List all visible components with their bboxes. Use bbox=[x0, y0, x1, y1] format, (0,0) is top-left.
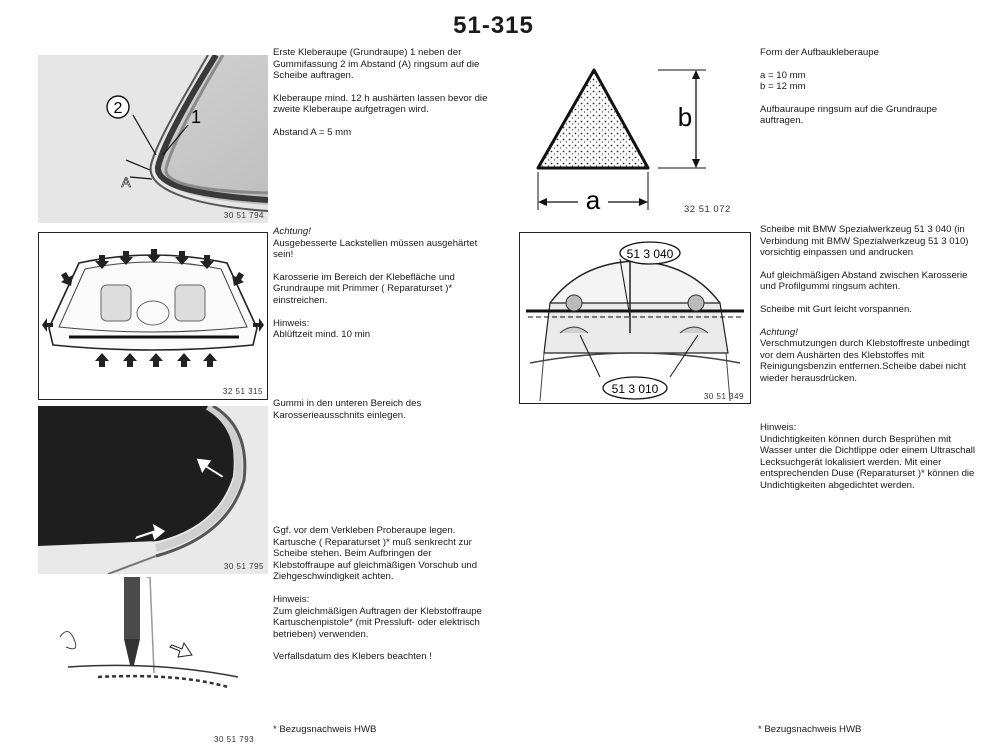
paragraph: Ggf. vor dem Verkleben Proberaupe legen. Kartusche ( Reparaturset )* muß senkrecht zur Scheibe stehen. Beim Aufbringen der Klebstoffraupe auf gleichmäßigen Vorschub und Ziehgeschwindigkeit achten. bbox=[273, 525, 478, 583]
figure-id: 32 51 072 bbox=[684, 204, 731, 215]
figure-id: 30 51 794 bbox=[223, 211, 264, 220]
label-b: b bbox=[677, 102, 693, 132]
hint-label: Hinweis: bbox=[760, 422, 797, 433]
figure-id: 30 51 349 bbox=[703, 392, 744, 401]
paragraph: Ausgebesserte Lackstellen müssen ausgehärtet sein! bbox=[273, 237, 478, 261]
window-seal-illustration bbox=[38, 55, 268, 223]
paragraph: Karosserie im Bereich der Klebefläche und Grundraupe mit Primmer ( Reparaturset )* einstreichen. bbox=[273, 271, 455, 306]
windshield-illustration bbox=[39, 233, 267, 399]
label-2: 2 bbox=[113, 100, 123, 117]
hint-label: Hinweis: bbox=[273, 593, 310, 605]
paragraph: Erste Kleberaupe (Grundraupe) 1 neben der Gummifassung 2 im Abstand (A) ringsum auf die Scheibe auftragen. bbox=[273, 47, 480, 82]
paragraph: Scheibe mit BMW Spezialwerkzeug 51 3 040 (in Verbindung mit BMW Spezialwerkzeug 51 3 010) vorsichtig einpassen und andrucken bbox=[760, 224, 969, 259]
paragraph: Gummi in den unteren Bereich des Karosserieausschnits einlegen. bbox=[273, 398, 422, 421]
figure-cartridge-photo bbox=[38, 577, 268, 747]
figure-id: 30 51 795 bbox=[223, 562, 264, 571]
rubber-insert-illustration bbox=[38, 406, 268, 574]
tool-label-513040: 51 3 040 bbox=[626, 247, 674, 261]
hint-text: Undichtigkeiten können durch Besprühen mit Wasser unter die Dichtlippe oder einem Ultraschall Lecksuchgerät lokalisiert werden. Mit einer entsprechenden Duse (Reparaturset )* können die Undichtigkeiten abgedichtet werden. bbox=[760, 433, 976, 491]
dimension-b: b = 12 mm bbox=[760, 81, 806, 93]
tool-label-513010: 51 3 010 bbox=[611, 382, 659, 396]
warning-heading: Achtung! bbox=[273, 226, 311, 237]
bead-shape-block bbox=[760, 47, 980, 138]
warning-text: Verschmutzungen durch Klebstoffreste unbedingt vor dem Aushärten des Klebstoffes mit Reinigungsbenzin entfernen.Scheibe dabei nicht wieder herausdrücken. bbox=[760, 338, 970, 384]
figure-id: 30 51 793 bbox=[214, 735, 255, 744]
page-number: 51-315 bbox=[453, 12, 534, 39]
section-title: Form der Aufbaukleberaupe bbox=[760, 47, 879, 58]
paragraph: Aufbauraupe ringsum auf die Grundraupe auftragen. bbox=[760, 103, 938, 127]
paragraph: Abstand A = 5 mm bbox=[273, 126, 352, 138]
cartridge-illustration bbox=[38, 577, 268, 747]
hint-text: Ablüftzeit mind. 10 min bbox=[273, 329, 371, 341]
label-a: a bbox=[585, 185, 601, 215]
paragraph: Verfallsdatum des Klebers beachten ! bbox=[273, 651, 432, 663]
footnote-left: * Bezugsnachweis HWB bbox=[273, 724, 377, 735]
instruction-block-3 bbox=[273, 398, 498, 421]
hint-label: Hinweis: bbox=[273, 317, 310, 329]
paragraph: Kleberaupe mind. 12 h aushärten lassen bevor die zweite Kleberaupe aufgetragen wird. bbox=[273, 92, 488, 116]
instruction-block-1 bbox=[273, 47, 498, 150]
figure-id: 32 51 315 bbox=[222, 387, 263, 396]
label-1: 1 bbox=[190, 107, 202, 127]
triangle-bead-diagram bbox=[520, 60, 750, 220]
instruction-block-4 bbox=[273, 525, 493, 674]
figure-rubber-insert-photo bbox=[38, 406, 268, 574]
paragraph: Scheibe mit Gurt leicht vorspannen. bbox=[760, 303, 912, 315]
figure-windshield-drawing bbox=[38, 232, 268, 400]
label-a: A bbox=[121, 174, 131, 190]
rear-window-illustration bbox=[520, 233, 750, 403]
figure-rear-window-tools bbox=[519, 232, 751, 404]
warning-heading: Achtung! bbox=[760, 326, 798, 338]
figure-window-seal-photo bbox=[38, 55, 268, 223]
figure-bead-profile bbox=[520, 60, 750, 220]
instruction-block-2 bbox=[273, 226, 483, 341]
instruction-block-6 bbox=[760, 422, 982, 492]
dimension-a: a = 10 mm bbox=[760, 69, 806, 81]
hint-text: Zum gleichmäßigen Auftragen der Klebstoffraupe Kartuschenpistole* (mit Pressluft- oder elektrisch betrieben) verwenden. bbox=[273, 605, 482, 640]
instruction-block-5 bbox=[760, 224, 982, 396]
paragraph: Auf gleichmäßigen Abstand zwischen Karosserie und Profilgummi ringsum achten. bbox=[760, 269, 968, 293]
footnote-right: * Bezugsnachweis HWB bbox=[758, 724, 862, 735]
